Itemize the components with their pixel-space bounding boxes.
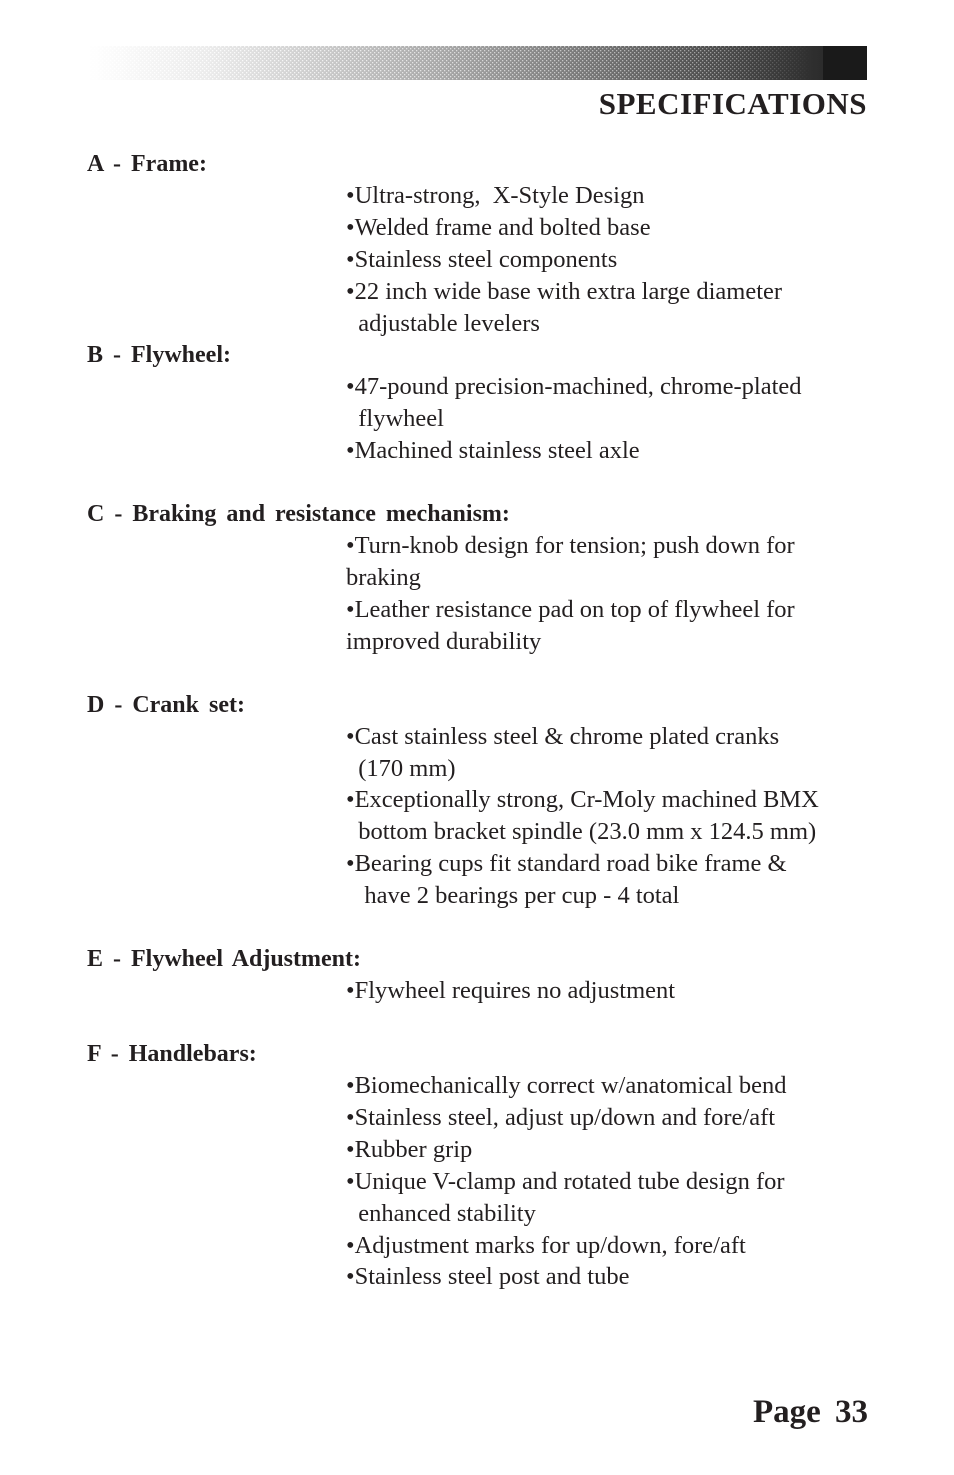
spec-item: •Stainless steel components — [346, 246, 618, 273]
spec-item: •Leather resistance pad on top of flywheel for improved durability — [346, 596, 795, 655]
spec-item: •Cast stainless steel & chrome plated cranks (170 mm) — [346, 723, 780, 782]
spec-item: •Stainless steel, adjust up/down and fore/aft — [346, 1104, 776, 1131]
spec-item: •Welded frame and bolted base — [346, 214, 651, 241]
spec-item: •Exceptionally strong, Cr-Moly machined BMX bottom bracket spindle (23.0 mm x 124.5 mm) — [346, 786, 819, 845]
spec-item: •Adjustment marks for up/down, fore/aft — [346, 1232, 746, 1259]
section-heading-crank-set: D - Crank set: — [87, 692, 245, 718]
section-heading-frame: A - Frame: — [87, 151, 207, 177]
spec-item: •Turn-knob design for tension; push down for braking — [346, 532, 795, 591]
header-gradient-band — [88, 46, 867, 80]
section-heading-braking: C - Braking and resistance mechanism: — [87, 501, 510, 527]
section-heading-flywheel-adjustment: E - Flywheel Adjustment: — [87, 946, 361, 972]
page-number: Page 33 — [752, 1394, 868, 1430]
spec-item: •Unique V-clamp and rotated tube design for enhanced stability — [346, 1168, 785, 1227]
spec-item: •Biomechanically correct w/anatomical bend — [346, 1072, 787, 1099]
spec-item: •47-pound precision-machined, chrome-plated flywheel — [346, 373, 802, 432]
section-heading-handlebars: F - Handlebars: — [87, 1041, 257, 1067]
section-heading-flywheel: B - Flywheel: — [87, 342, 231, 368]
page-title: SPECIFICATIONS — [598, 86, 867, 121]
spec-item: •22 inch wide base with extra large diameter adjustable levelers — [346, 278, 783, 337]
spec-item: •Ultra-strong, X-Style Design — [346, 182, 645, 209]
spec-item: •Stainless steel post and tube — [346, 1263, 630, 1290]
spec-item: •Bearing cups fit standard road bike frame & have 2 bearings per cup - 4 total — [346, 850, 787, 909]
spec-item: •Machined stainless steel axle — [346, 437, 640, 464]
spec-item: •Flywheel requires no adjustment — [346, 977, 676, 1004]
spec-item: •Rubber grip — [346, 1136, 473, 1163]
